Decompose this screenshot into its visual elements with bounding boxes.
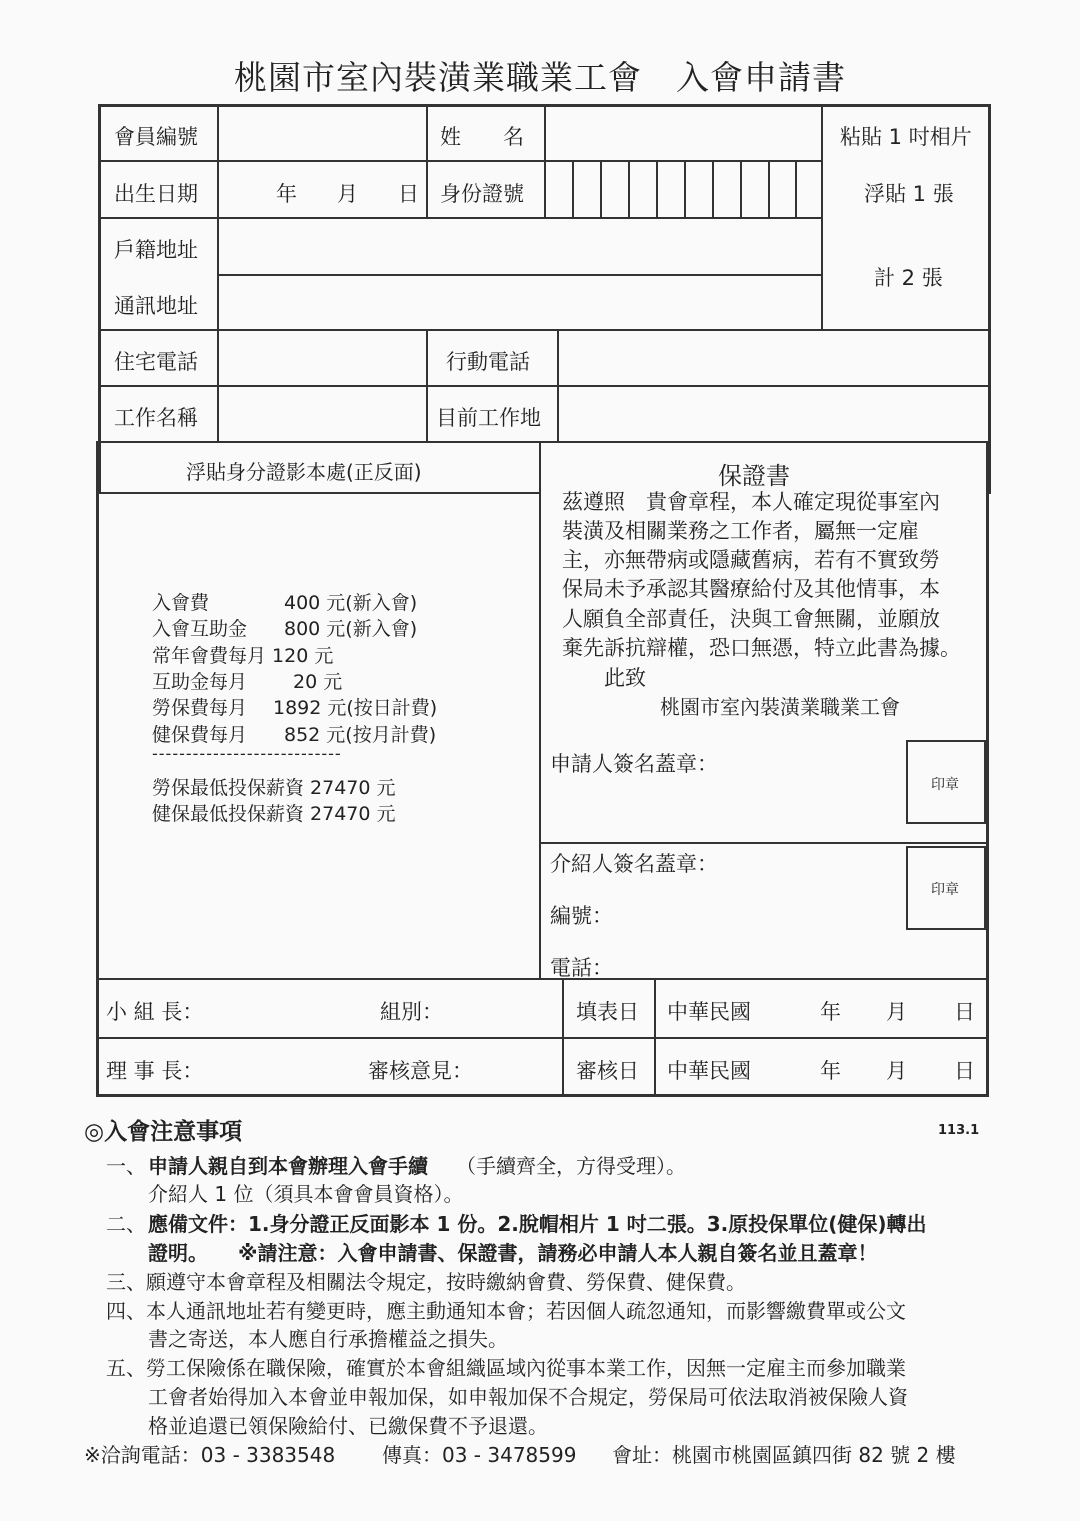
guarantee-line: 人願負全部責任，決與工會無關，並願放 [562,607,940,631]
birth-year-label: 年 [276,182,297,206]
photo-count-total: 計 2 張 [874,266,943,290]
name-label: 姓 名 [440,125,524,149]
contact-phone: ※洽詢電話：03 - 3383548 [84,1443,336,1467]
applicant-signature-field[interactable] [550,776,900,836]
note-5-line1: 五、勞工保險係在職保險，確實於本會組織區域內從事本業工作，因無一定雇主而參加職業 [106,1356,906,1380]
note-2-number: 二、 [106,1212,146,1236]
health-min-salary: 健保最低投保薪資 27470 元 [152,803,396,825]
note-1-bold: 申請人親自到本會辦理入會手續 [148,1154,428,1178]
review-date-month: 月 [886,1059,907,1083]
job-title-field[interactable] [220,388,425,440]
job-title-label: 工作名稱 [114,406,198,430]
fill-date-label: 填表日 [576,1000,639,1024]
fill-date-era: 中華民國 [667,1000,751,1024]
guarantee-salutation: 此致 [604,666,646,690]
form-version: 113.1 [938,1123,980,1138]
note-5-line3: 格並追還已領保險給付、已繳保費不予退還。 [148,1414,548,1438]
fee-amount: 800 元(新入會) [284,618,418,640]
birth-month-label: 月 [337,182,358,206]
photo-count-float: 浮貼 1 張 [864,182,954,206]
guarantee-line: 棄先訴抗辯權，恐口無憑，特立此書為據。 [562,636,961,660]
chairman-label: 理 事 長： [106,1059,204,1083]
union-address: 會址：桃園市桃園區鎮四街 82 號 2 樓 [612,1443,956,1467]
workplace-field[interactable] [560,388,987,440]
contact-fax: 傳真：03 - 3478599 [382,1443,577,1467]
review-date-day: 日 [954,1059,975,1083]
fee-amount: 400 元(新入會) [284,592,418,614]
mobile-phone-field[interactable] [560,332,987,384]
applicant-signature-label: 申請人簽名蓋章： [550,752,718,776]
member-number-field[interactable] [220,108,425,160]
photo-area[interactable] [824,108,987,328]
fee-item: 常年會費每月 120 元 [152,645,334,667]
note-1-rest: （手續齊全，方得受理）。 [456,1154,686,1178]
form-title: 桃園市室內裝潢業職業工會 入會申請書 [234,58,846,97]
home-phone-label: 住宅電話 [114,350,198,374]
id-number-field[interactable] [547,163,820,216]
id-copy-title: 浮貼身分證影本處(正反面) [186,460,422,484]
guarantee-union-name: 桃園市室內裝潢業職業工會 [660,695,900,719]
review-date-year: 年 [820,1059,841,1083]
note-5-line2: 工會者始得加入本會並申報加保，如申報加保不合規定，勞保局可依法取消被保險人資 [148,1385,908,1409]
home-phone-field[interactable] [220,332,425,384]
review-date-label: 審核日 [576,1059,639,1083]
photo-instruction: 粘貼 1 吋相片 [840,125,972,149]
domicile-address-label: 戶籍地址 [114,238,198,262]
note-2-line1: 應備文件：1.身分證正反面影本 1 份。2.脫帽相片 1 吋二張。3.原投保單位(健保)轉出 [148,1212,927,1236]
fee-item: 健保費每月 [152,724,248,746]
guarantee-line: 主，亦無帶病或隱藏舊病，若有不實致勞 [562,548,940,572]
review-date-era: 中華民國 [667,1059,751,1083]
introducer-stamp-label: 印章 [931,882,959,898]
guarantee-line: 茲遵照 貴會章程，本人確定現從事室內 [562,490,940,514]
guarantee-title: 保證書 [718,462,790,490]
introducer-phone-label: 電話： [550,956,613,980]
introducer-number-label: 編號： [550,904,613,928]
birth-date-label: 出生日期 [114,182,198,206]
fill-date-day: 日 [954,1000,975,1024]
fee-divider: ---------------------------- [152,744,342,763]
fill-date-year: 年 [820,1000,841,1024]
fill-date-month: 月 [886,1000,907,1024]
group-leader-label: 小 組 長： [106,1000,204,1024]
introducer-signature-label: 介紹人簽名蓋章： [550,852,718,876]
fee-item: 互助金每月 [152,671,248,693]
fee-amount: 20 元 [293,671,343,693]
guarantee-line: 保局未予承認其醫療給付及其他情事，本 [562,577,940,601]
member-number-label: 會員編號 [114,125,198,149]
notes-heading: ◎入會注意事項 [84,1119,243,1145]
workplace-label: 目前工作地 [436,406,541,430]
note-4-line2: 書之寄送，本人應自行承擔權益之損失。 [148,1327,508,1351]
id-number-label: 身份證號 [440,182,524,206]
review-opinion-label: 審核意見： [368,1059,473,1083]
mailing-address-field[interactable] [220,277,820,328]
note-3: 三、願遵守本會章程及相關法令規定，按時繳納會費、勞保費、健保費。 [106,1270,746,1294]
mailing-address-label: 通訊地址 [114,294,198,318]
applicant-stamp-label: 印章 [931,777,959,793]
labor-min-salary: 勞保最低投保薪資 27470 元 [152,777,396,799]
group-label: 組別： [380,1000,443,1024]
note-4-line1: 四、本人通訊地址若有變更時，應主動通知本會；若因個人疏忽通知，而影響繳費單或公文 [106,1299,906,1323]
guarantee-line: 裝潢及相關業務之工作者，屬無一定雇 [562,519,919,543]
note-1-number: 一、 [106,1154,146,1178]
note-1-line2: 介紹人 1 位（須具本會會員資格）。 [148,1182,464,1206]
name-field[interactable] [547,108,820,160]
mobile-phone-label: 行動電話 [446,350,530,374]
domicile-address-field[interactable] [220,220,820,273]
birth-day-label: 日 [398,182,419,206]
fee-item: 入會互助金 [152,618,248,640]
note-2-line2: 證明。 ※請注意：入會申請書、保證書，請務必申請人本人親自簽名並且蓋章！ [148,1241,878,1265]
fee-amount: 1892 元(按日計費) [273,697,438,719]
fee-amount: 852 元(按月計費) [284,724,437,746]
fee-item: 入會費 [152,592,210,614]
fee-item: 勞保費每月 [152,697,248,719]
